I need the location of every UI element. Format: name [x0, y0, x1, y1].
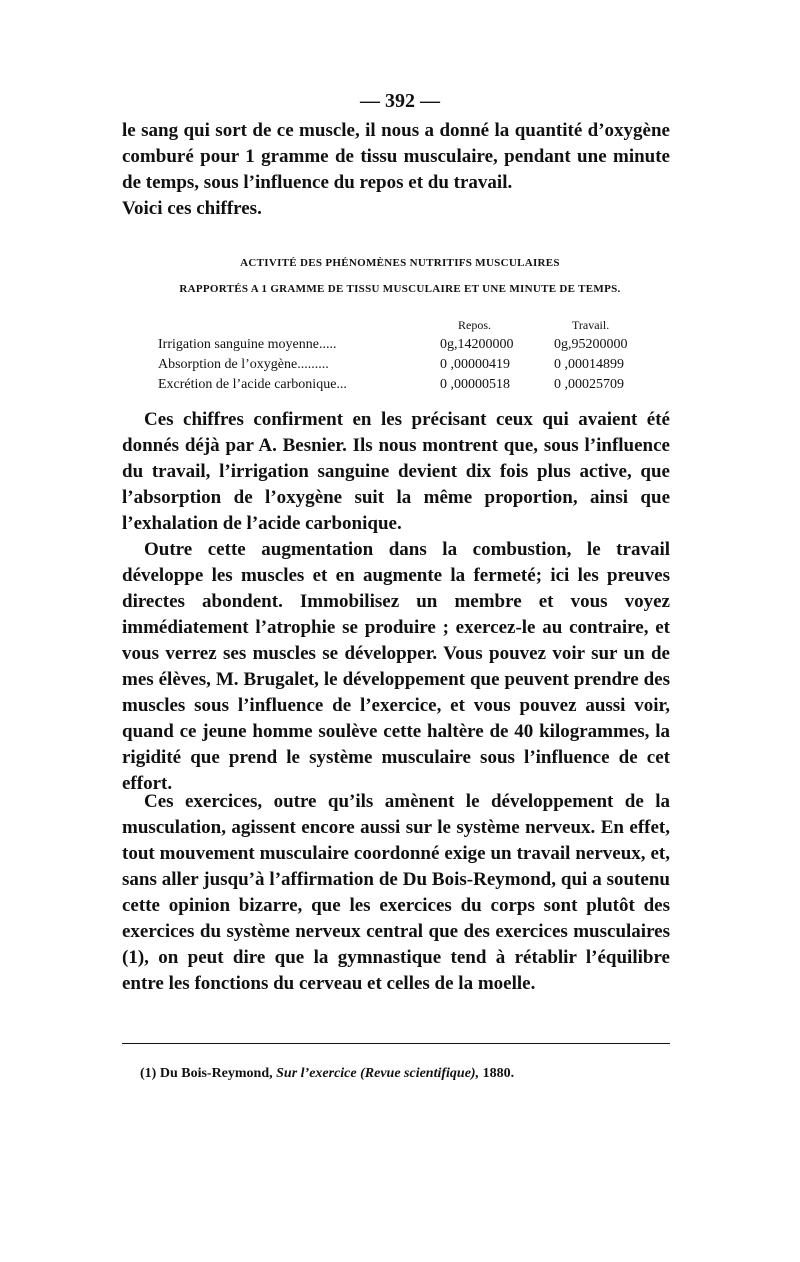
row-travail: 0g,95200000 — [554, 337, 628, 352]
footnote-author: Du Bois-Reymond, — [159, 1066, 273, 1081]
paragraph-2: Outre cette augmentation dans la combustion, le travail développe les muscles et en augmente la fermeté; ici les preuves directes abondent. Immobilisez un membre et vous voyez immédiatement l’atrophie se produire ; exercez-le au contraire, et vous verrez ses muscles se développer. Vous pouvez voir sur un de mes élèves, M. Brugalet, le développement que peuvent prendre des muscles sous l’influence de l’exercice, et vous pouvez aussi voir, quand ce jeune homme soulève cette haltère de 40 kilogrammes, la rigidité que prend le système musculaire sous l’influence de cet effort. — [122, 539, 670, 794]
page-number: — 392 — — [360, 90, 440, 112]
row-travail: 0 ,00014899 — [554, 357, 624, 372]
intro-line: Voici ces chiffres. — [122, 198, 262, 219]
header-travail: Travail. — [572, 318, 610, 332]
row-travail: 0 ,00025709 — [554, 377, 624, 392]
header-repos: Repos. — [458, 318, 491, 332]
row-repos: 0g,14200000 — [440, 337, 514, 352]
row-repos: 0 ,00000419 — [440, 357, 510, 372]
table-row — [158, 355, 658, 375]
footnote-title: Sur l’exercice — [276, 1066, 357, 1081]
intro-paragraph: le sang qui sort de ce muscle, il nous a donné la quantité d’oxygène comburé pour 1 gramme de tissu musculaire, pendant une minute de temps, sous l’influence du repos et du travail. — [122, 120, 670, 193]
footnote-year: 1880. — [482, 1066, 515, 1081]
footnote — [140, 1066, 514, 1082]
row-label: Irrigation sanguine moyenne..... — [158, 337, 337, 352]
paragraph-1: Ces chiffres confirment en les précisant ceux qui avaient été donnés déjà par A. Besnier. Ils nous montrent que, sous l’influence du travail, l’irrigation sanguine devient dix fois plus active, que l’absorption de l’oxygène suit la même proportion, ainsi que l’exhalation de l’acide carbonique. — [122, 409, 670, 534]
row-label: Absorption de l’oxygène......... — [158, 357, 329, 372]
intro-paragraph-end — [122, 196, 670, 222]
table-caption-line-1: ACTIVITÉ DES PHÉNOMÈNES NUTRITIFS MUSCULAIRES — [240, 257, 560, 269]
table-header-row — [158, 315, 658, 335]
table-caption-line-2: RAPPORTÉS A 1 GRAMME DE TISSU MUSCULAIRE ET UNE MINUTE DE TEMPS. — [179, 283, 621, 295]
footnote-rule — [122, 1043, 670, 1044]
paragraph-3: Ces exercices, outre qu’ils amènent le développement de la musculation, agissent encore aussi sur le système nerveux. En effet, tout mouvement musculaire coordonné exige un travail nerveux, et, sans aller jusqu’à l’affirmation de Du Bois-Reymond, qui a soutenu cette opinion bizarre, que les exercices du corps sont plutôt des exercices du système nerveux central que des exercices musculaires (1), on peut dire que la gymnastique tend à rétablir l’équilibre entre les fonctions du cerveau et celles de la moelle. — [122, 791, 670, 994]
table-row — [158, 335, 658, 355]
data-table — [158, 315, 658, 395]
footnote-marker: (1) — [140, 1066, 157, 1081]
table-row — [158, 375, 658, 395]
row-label: Excrétion de l’acide carbonique... — [158, 377, 347, 392]
row-repos: 0 ,00000518 — [440, 377, 510, 392]
footnote-source: (Revue scientifique), — [360, 1066, 480, 1081]
